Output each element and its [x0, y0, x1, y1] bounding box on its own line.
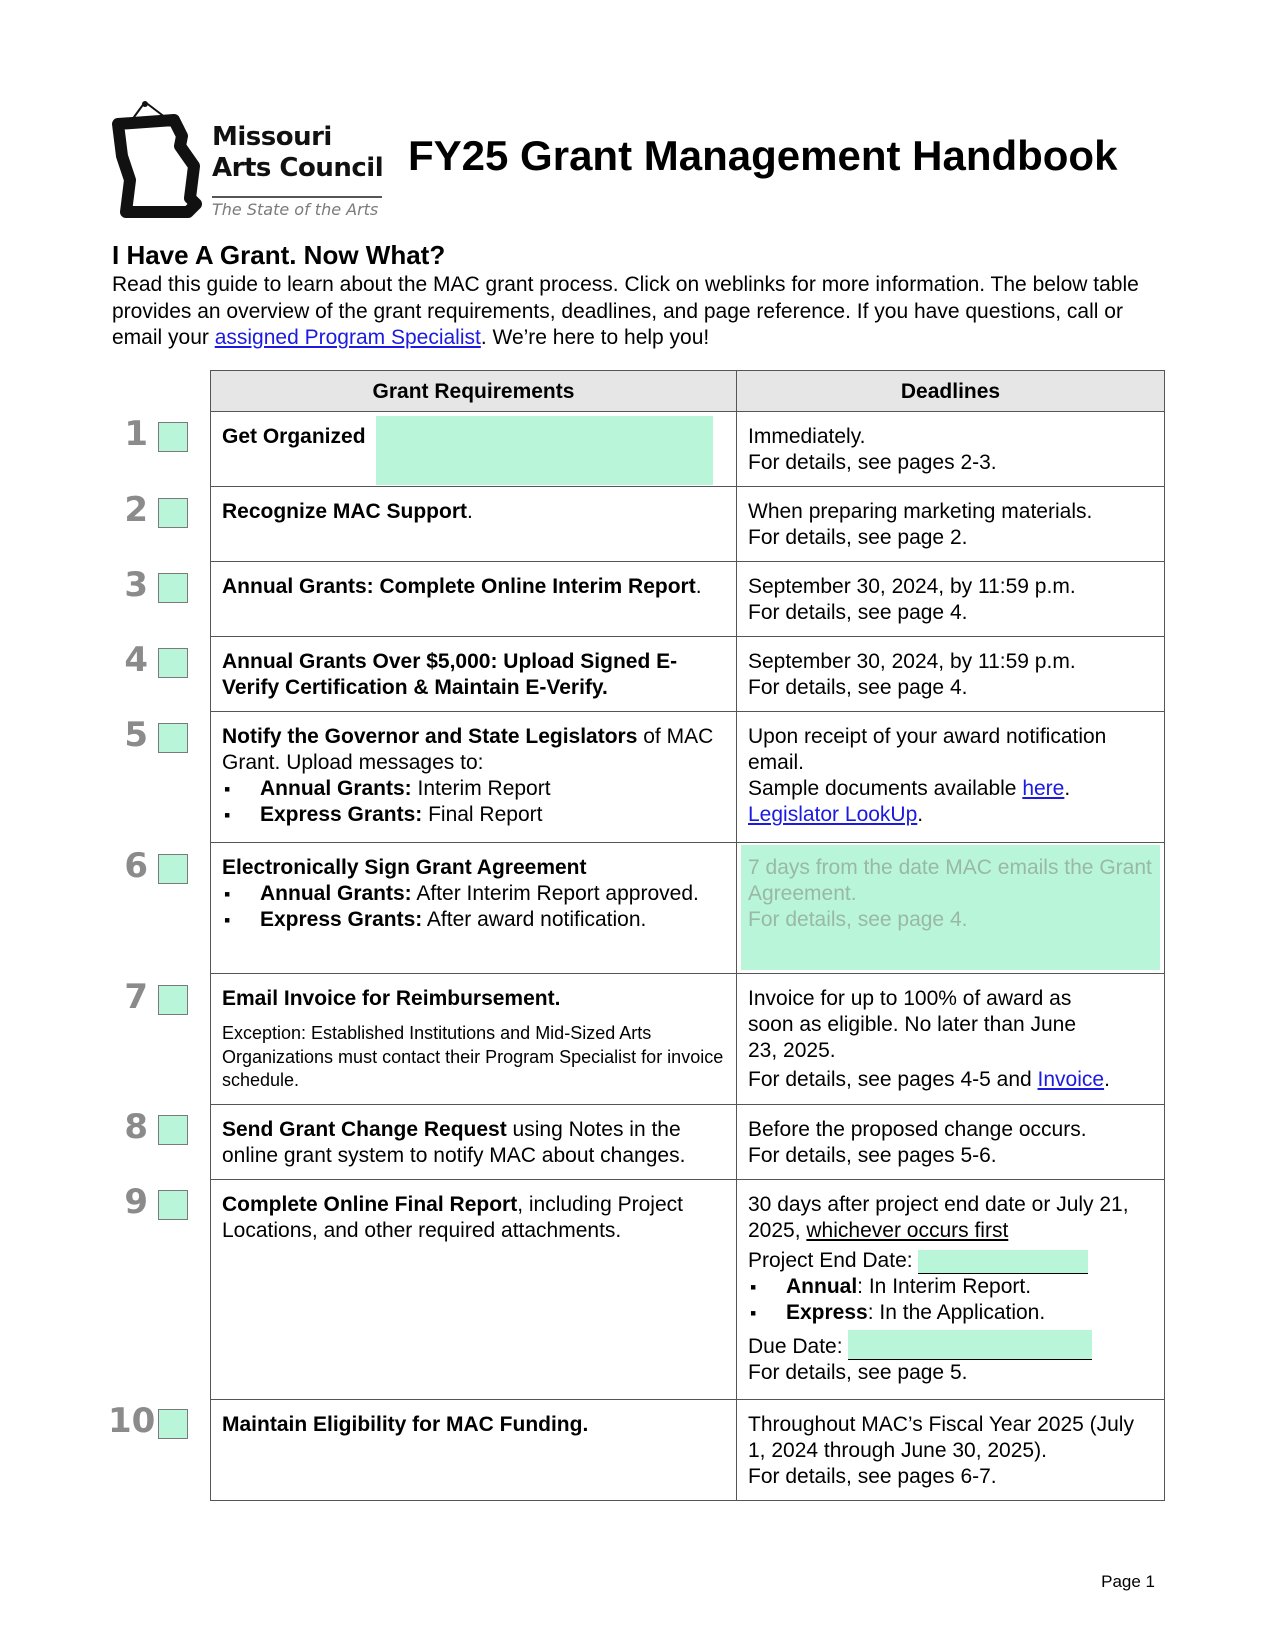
punctuation: . [1064, 777, 1071, 800]
deadline-text: Upon receipt of your award notification email. [748, 725, 1107, 774]
requirement-cell [211, 1105, 737, 1179]
bullet-list [222, 776, 725, 828]
sample-docs-line [748, 776, 1153, 802]
requirement-title: Recognize MAC Support [222, 500, 467, 523]
deadline-cell [737, 974, 1164, 1104]
deadline-cell [737, 637, 1164, 711]
deadline-text [748, 1192, 1153, 1244]
intro-text: Read this guide to learn about the MAC grant process. Click on weblinks for more information. The below table provides an overview of the grant requirements, deadlines, and page reference. If you have questions, call or email your [112, 273, 1139, 349]
program-specialist-link[interactable]: assigned Program Specialist [214, 326, 481, 349]
due-date-line [748, 1330, 1153, 1360]
deadline-text: Before the proposed change occurs. [748, 1118, 1087, 1141]
requirement-text: . [467, 500, 473, 523]
table-row [211, 486, 1164, 561]
deadline-cell [737, 1105, 1164, 1179]
requirement-cell [211, 712, 737, 842]
row-number: 6 [124, 846, 148, 886]
bullet-text: After Interim Report approved. [411, 882, 699, 905]
deadline-cell [737, 412, 1164, 486]
exception-note: Exception: Established Institutions and Mid-Sized Arts Organizations must contact their Program Specialist for invoice schedule. [222, 1023, 724, 1090]
row-checkbox[interactable] [158, 498, 188, 528]
row-checkbox[interactable] [158, 1115, 188, 1145]
deadline-cell [737, 1180, 1164, 1399]
missouri-arts-council-logo [112, 100, 392, 225]
table-row [211, 1104, 1164, 1179]
table-row [211, 636, 1164, 711]
project-end-date-field[interactable] [918, 1250, 1088, 1274]
requirement-cell [211, 412, 737, 486]
list-item [748, 1300, 1153, 1326]
requirement-cell [211, 843, 737, 973]
deadline-cell [737, 712, 1164, 842]
highlight-block [376, 416, 713, 485]
deadline-text: September 30, 2024, by 11:59 p.m. [748, 575, 1076, 598]
bullet-label: Annual [786, 1275, 858, 1298]
invoice-line [748, 1067, 1153, 1093]
logo-text-line1: Missouri [212, 122, 332, 152]
deadline-details: For details, see page 2. [748, 526, 968, 549]
row-checkbox[interactable] [158, 648, 188, 678]
row-checkbox[interactable] [158, 854, 188, 884]
row-number: 9 [124, 1182, 148, 1222]
invoice-link[interactable]: Invoice [1037, 1068, 1105, 1091]
deadline-date: 30 days after project end date or July 21, 2025, [748, 1193, 1129, 1242]
deadline-text: When preparing marketing materials. [748, 500, 1093, 523]
document-title: FY25 Grant Management Handbook [408, 132, 1118, 179]
project-end-date-line [748, 1248, 1153, 1274]
highlight-block [741, 845, 1160, 970]
deadline-details: For details, see page 4. [748, 676, 968, 699]
requirement-title: Complete Online Final Report [222, 1193, 518, 1216]
bullet-text: : In the Application. [867, 1301, 1046, 1324]
requirement-title: Maintain Eligibility for MAC Funding. [222, 1413, 589, 1436]
bullet-list [748, 1274, 1153, 1326]
row-number: 2 [124, 490, 148, 530]
bullet-text: : In Interim Report. [857, 1275, 1032, 1298]
bullet-label: Annual Grants: [260, 777, 412, 800]
row-number: 3 [124, 565, 148, 605]
deadline-cell [737, 1400, 1164, 1500]
requirement-cell [211, 1400, 737, 1500]
table-row [211, 1399, 1164, 1500]
row-checkbox[interactable] [158, 723, 188, 753]
deadline-details: For details, see pages 5-6. [748, 1144, 997, 1167]
requirement-cell [211, 562, 737, 636]
table-row [211, 842, 1164, 973]
deadline-details: For details, see page 5. [748, 1361, 968, 1384]
deadline-cell [737, 562, 1164, 636]
page-number: Page 1 [1101, 1572, 1155, 1591]
row-checkbox[interactable] [158, 1409, 188, 1439]
punctuation: . [1104, 1068, 1110, 1091]
requirement-text: of MAC Grant. Upload messages to: [222, 725, 714, 774]
row-checkbox[interactable] [158, 1190, 188, 1220]
missouri-state-outline-icon [112, 100, 212, 220]
intro-text-end: . We’re here to help you! [480, 326, 710, 349]
bullet-text: After award notification. [422, 908, 647, 931]
list-item [222, 802, 725, 828]
requirement-cell [211, 487, 737, 561]
requirement-cell [211, 974, 737, 1104]
deadline-cell [737, 843, 1164, 973]
project-end-date-label: Project End Date: [748, 1249, 919, 1272]
deadline-text: Invoice for up to 100% of award as soon as eligible. No later than June 23, 2025. [748, 987, 1077, 1062]
table-row [211, 1179, 1164, 1399]
bullet-label: Annual Grants: [260, 882, 412, 905]
bullet-label: Express [786, 1301, 868, 1324]
bullet-label: Express Grants: [260, 908, 423, 931]
row-number: 7 [124, 977, 148, 1017]
column-header-deadlines: Deadlines [737, 371, 1164, 411]
requirement-cell [211, 637, 737, 711]
deadline-text: September 30, 2024, by 11:59 p.m. [748, 650, 1076, 673]
requirement-title: Annual Grants: Complete Online Interim Report [222, 575, 696, 598]
deadline-details: For details, see pages 2-3. [748, 451, 997, 474]
requirement-title: Electronically Sign Grant Agreement [222, 856, 587, 879]
deadline-cell [737, 487, 1164, 561]
due-date-field[interactable] [848, 1330, 1092, 1360]
deadline-details: For details, see pages 4-5 and [748, 1068, 1038, 1091]
legislator-lookup-link[interactable]: Legislator LookUp [748, 803, 918, 826]
requirement-text: , including Project Locations, and other required attachments. [222, 1193, 683, 1242]
requirement-title: Send Grant Change Request [222, 1118, 507, 1141]
table-row [211, 973, 1164, 1104]
row-number: 8 [124, 1107, 148, 1147]
table-row [211, 561, 1164, 636]
bullet-label: Express Grants: [260, 803, 423, 826]
deadline-details: For details, see page 4. [748, 601, 968, 624]
row-checkbox[interactable] [158, 573, 188, 603]
bullet-text: Interim Report [411, 777, 551, 800]
requirement-title: Get Organized [222, 425, 366, 448]
deadline-text: Immediately. [748, 425, 866, 448]
punctuation: . [917, 803, 924, 826]
logo-tagline: The State of the Arts [212, 196, 382, 219]
whichever-first-text: whichever occurs first [806, 1219, 1009, 1242]
requirement-text: using Notes in the online grant system to notify MAC about changes. [222, 1118, 686, 1167]
lookup-line [748, 802, 1153, 828]
deadline-details: For details, see page 4. [748, 908, 968, 931]
row-number: 1 [124, 414, 148, 454]
bullet-text: Final Report [422, 803, 543, 826]
row-number: 5 [124, 715, 148, 755]
requirement-title: Email Invoice for Reimbursement. [222, 987, 561, 1010]
list-item [222, 907, 725, 933]
section-heading: I Have A Grant. Now What? [112, 240, 446, 270]
column-header-requirements: Grant Requirements [211, 371, 737, 411]
deadline-text: Throughout MAC’s Fiscal Year 2025 (July 1, 2024 through June 30, 2025). [748, 1413, 1134, 1462]
deadline-text: 7 days from the date MAC emails the Grant Agreement. [748, 856, 1152, 905]
deadline-details: Sample documents available [748, 777, 1023, 800]
requirement-title: Annual Grants Over $5,000: Upload Signed E-Verify Certification & Maintain E-Verify. [222, 650, 678, 699]
intro-paragraph [112, 272, 1172, 352]
table-row [211, 711, 1164, 842]
requirement-title: Notify the Governor and State Legislators [222, 725, 638, 748]
requirement-text: . [695, 575, 702, 598]
logo-text-line2: Arts Council [212, 153, 384, 183]
list-item [222, 776, 725, 802]
list-item [748, 1274, 1153, 1300]
row-number: 4 [124, 640, 148, 680]
requirements-table [210, 370, 1165, 1501]
row-checkbox[interactable] [158, 422, 188, 452]
sample-documents-link[interactable]: here [1022, 777, 1065, 800]
row-checkbox[interactable] [158, 985, 188, 1015]
row-number: 10 [108, 1401, 156, 1441]
bullet-list [222, 881, 725, 933]
due-date-label: Due Date: [748, 1335, 849, 1358]
table-row [211, 411, 1164, 486]
list-item [222, 881, 725, 907]
table-header-row [211, 371, 1164, 411]
requirement-cell [211, 1180, 737, 1399]
deadline-details: For details, see pages 6-7. [748, 1465, 997, 1488]
